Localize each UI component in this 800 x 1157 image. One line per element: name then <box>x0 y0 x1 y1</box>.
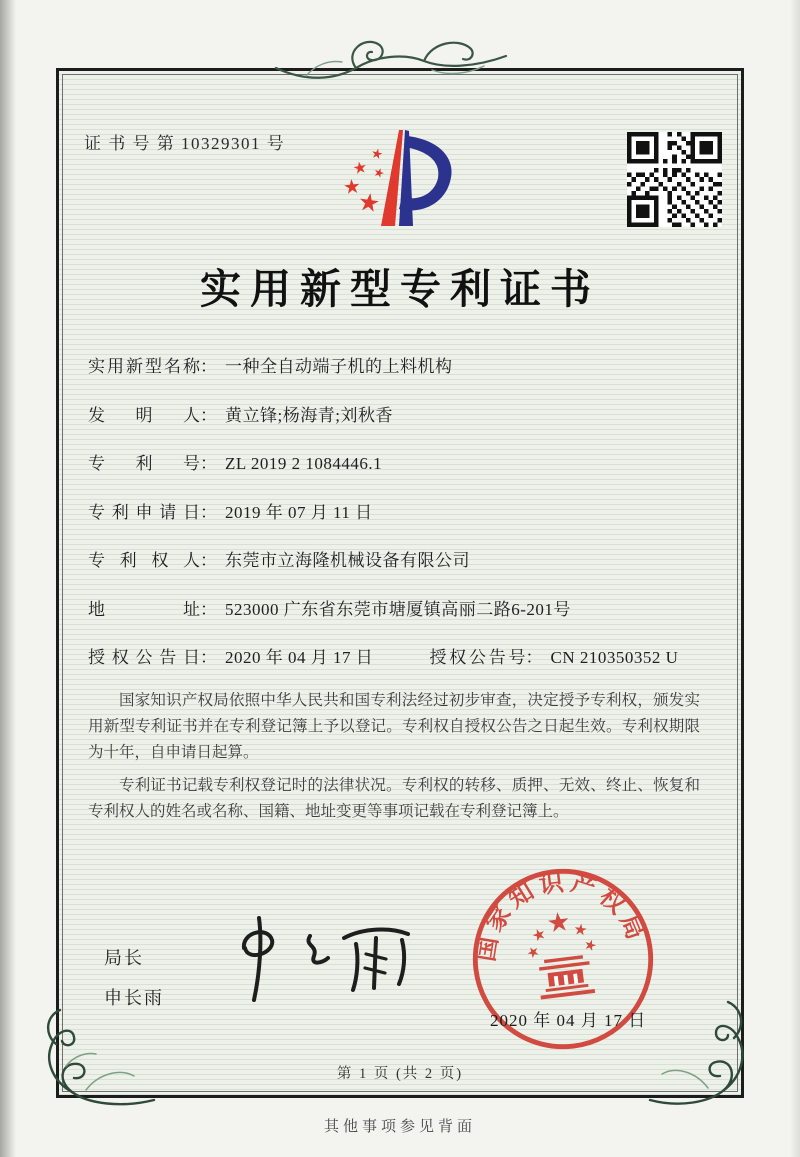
field-value: 东莞市立海隆机械设备有限公司 <box>225 551 470 570</box>
field-label: 授权公告号 <box>429 648 526 667</box>
official-seal <box>457 853 669 1065</box>
footer-note: 其他事项参见背面 <box>323 1119 476 1135</box>
seal-date: 2020 年 04 月 17 日 <box>490 1011 647 1030</box>
grant-no-group: 授权公告号： CN 210350352 U <box>430 648 679 667</box>
field-value: 一种全自动端子机的上料机构 <box>225 357 453 376</box>
field-label: 专利权人 <box>88 551 200 570</box>
field-label: 发明人 <box>88 405 200 425</box>
page-title: 实用新型专利证书 <box>200 266 600 312</box>
field-label: 授权公告日 <box>88 648 200 667</box>
field-label: 专利号 <box>88 454 200 473</box>
field-row-filing-date: 专利申请日： 2019 年 07 月 11 日 <box>88 498 718 547</box>
field-label: 地址 <box>88 599 200 619</box>
field-list <box>88 352 718 692</box>
legal-text <box>88 688 700 832</box>
border-flourish-top <box>272 26 510 86</box>
signer-title: 局长 <box>104 948 144 968</box>
field-value: 黄立锋;杨海青;刘秋香 <box>225 405 393 425</box>
field-row-name: 实用新型名称： 一种全自动端子机的上料机构 <box>88 352 718 401</box>
field-value: 2019 年 07 月 11 日 <box>225 502 373 522</box>
grant-no-value: CN 210350352 U <box>550 648 679 667</box>
field-value: 523000 广东省东莞市塘厦镇高丽二路6-201号 <box>225 599 571 619</box>
seal-text: 国家知识产权局 <box>472 868 651 964</box>
certificate-number: 证 书 号 第 10329301 号 <box>84 134 286 153</box>
legal-paragraph-1: 国家知识产权局依照中华人民共和国专利法经过初步审查，决定授予专利权，颁发实用新型专利证书并在专利登记簿上予以登记。专利权自授权公告之日起生效。专利权期限为十年，自申请日起算。 <box>88 692 700 761</box>
signature-handwriting <box>218 908 423 1016</box>
signer-name: 申长雨 <box>104 988 164 1008</box>
cnipa-logo-icon <box>333 126 481 241</box>
grant-date-group: 授权公告日： 2020 年 04 月 17 日 <box>88 648 378 667</box>
field-label: 专利申请日 <box>88 502 200 522</box>
grant-date-value: 2020 年 04 月 17 日 <box>225 648 374 667</box>
field-row-patentee: 专利权人： 东莞市立海隆机械设备有限公司 <box>88 546 718 595</box>
page-number: 第 1 页 (共 2 页) <box>336 1066 464 1082</box>
border-flourish-bottom-left <box>26 1006 158 1114</box>
field-row-grant <box>88 643 718 692</box>
field-row-address: 地址： 523000 广东省东莞市塘厦镇高丽二路6-201号 <box>88 595 718 644</box>
field-row-patent-no: 专利号： ZL 2019 2 1084446.1 <box>88 449 718 498</box>
field-value: ZL 2019 2 1084446.1 <box>225 454 383 473</box>
legal-paragraph-2: 专利证书记载专利权登记时的法律状况。专利权的转移、质押、无效、终止、恢复和专利权人的姓名或名称、国籍、地址变更等事项记载在专利登记簿上。 <box>88 777 700 820</box>
field-label: 实用新型名称 <box>88 357 200 376</box>
qr-code <box>627 132 722 227</box>
field-row-inventors: 发明人： 黄立锋;杨海青;刘秋香 <box>88 401 718 450</box>
